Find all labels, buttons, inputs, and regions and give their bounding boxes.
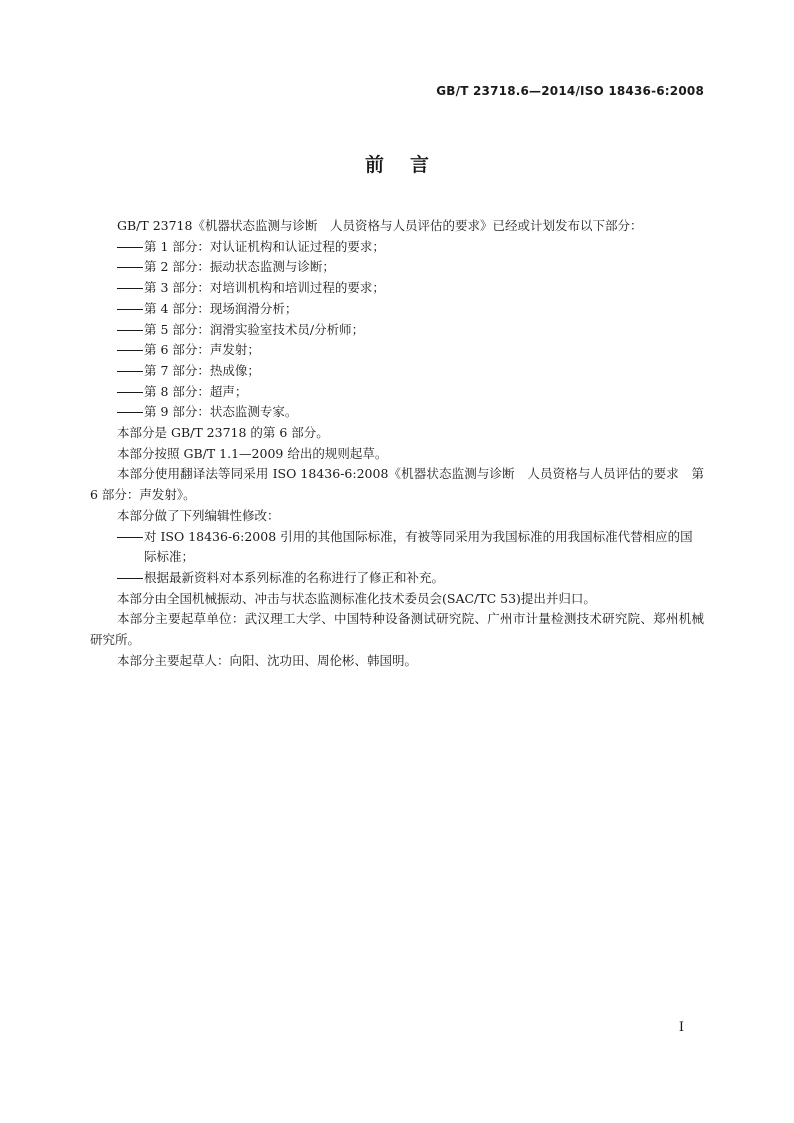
intro-paragraph: GB/T 23718《机器状态监测与诊断 人员资格与人员评估的要求》已经或计划发布以下部分： <box>117 218 643 233</box>
standard-number-header: GB/T 23718.6—2014/ISO 18436-6:2008 <box>436 84 704 98</box>
translation-paragraph: 本部分使用翻译法等同采用 ISO 18436-6:2008《机器状态监测与诊断 人员资格与人员评估的要求 第 6 部分：声发射》。 <box>90 466 704 503</box>
edits-intro-paragraph: 本部分做了下列编辑性修改： <box>117 507 280 523</box>
dash-marker <box>117 578 143 579</box>
dash-marker <box>117 537 143 538</box>
dash-marker <box>117 412 143 413</box>
dash-marker <box>117 392 143 393</box>
list-item: 第 1 部分：对认证机构和认证过程的要求； <box>90 237 704 258</box>
list-item: 第 9 部分：状态监测专家。 <box>90 402 704 423</box>
list-item: 第 2 部分：振动状态监测与诊断； <box>90 257 704 278</box>
dash-marker <box>117 330 143 331</box>
this-part-paragraph: 本部分是 GB/T 23718 的第 6 部分。 <box>117 425 329 441</box>
page-number: I <box>678 1020 684 1035</box>
dash-marker <box>117 371 143 372</box>
dash-marker <box>117 247 143 248</box>
list-item: 第 3 部分：对培训机构和培训过程的要求； <box>90 278 704 299</box>
list-item: 第 8 部分：超声； <box>90 382 704 403</box>
dash-marker <box>117 288 143 289</box>
list-item: 根据最新资料对本系列标准的名称进行了修正和补充。 <box>90 568 704 589</box>
dash-marker <box>117 309 143 310</box>
dash-marker <box>117 267 143 268</box>
list-item: 第 7 部分：热成像； <box>90 361 704 382</box>
rules-paragraph: 本部分按照 GB/T 1.1—2009 给出的规则起草。 <box>117 445 388 461</box>
list-item: 第 4 部分：现场润滑分析； <box>90 299 704 320</box>
dash-marker <box>117 350 143 351</box>
document-body <box>90 216 704 671</box>
list-item: 第 6 部分：声发射； <box>90 340 704 361</box>
list-item: 第 5 部分：润滑实验室技术员/分析师； <box>90 320 704 341</box>
drafting-units-paragraph: 本部分主要起草单位：武汉理工大学、中国特种设备测试研究院、广州市计量检测技术研究院、郑州机械研究所。 <box>90 611 704 648</box>
page-title: 前言 <box>364 154 455 176</box>
drafters-paragraph: 本部分主要起草人：向阳、沈功田、周伦彬、韩国明。 <box>117 652 418 668</box>
proposed-paragraph: 本部分由全国机械振动、冲击与状态监测标准化技术委员会(SAC/TC 53)提出并归口。 <box>117 590 596 606</box>
list-item: 对 ISO 18436-6:2008 引用的其他国际标准，有被等同采用为我国标准的用我国标准代替相应的国际标准； <box>90 527 704 568</box>
